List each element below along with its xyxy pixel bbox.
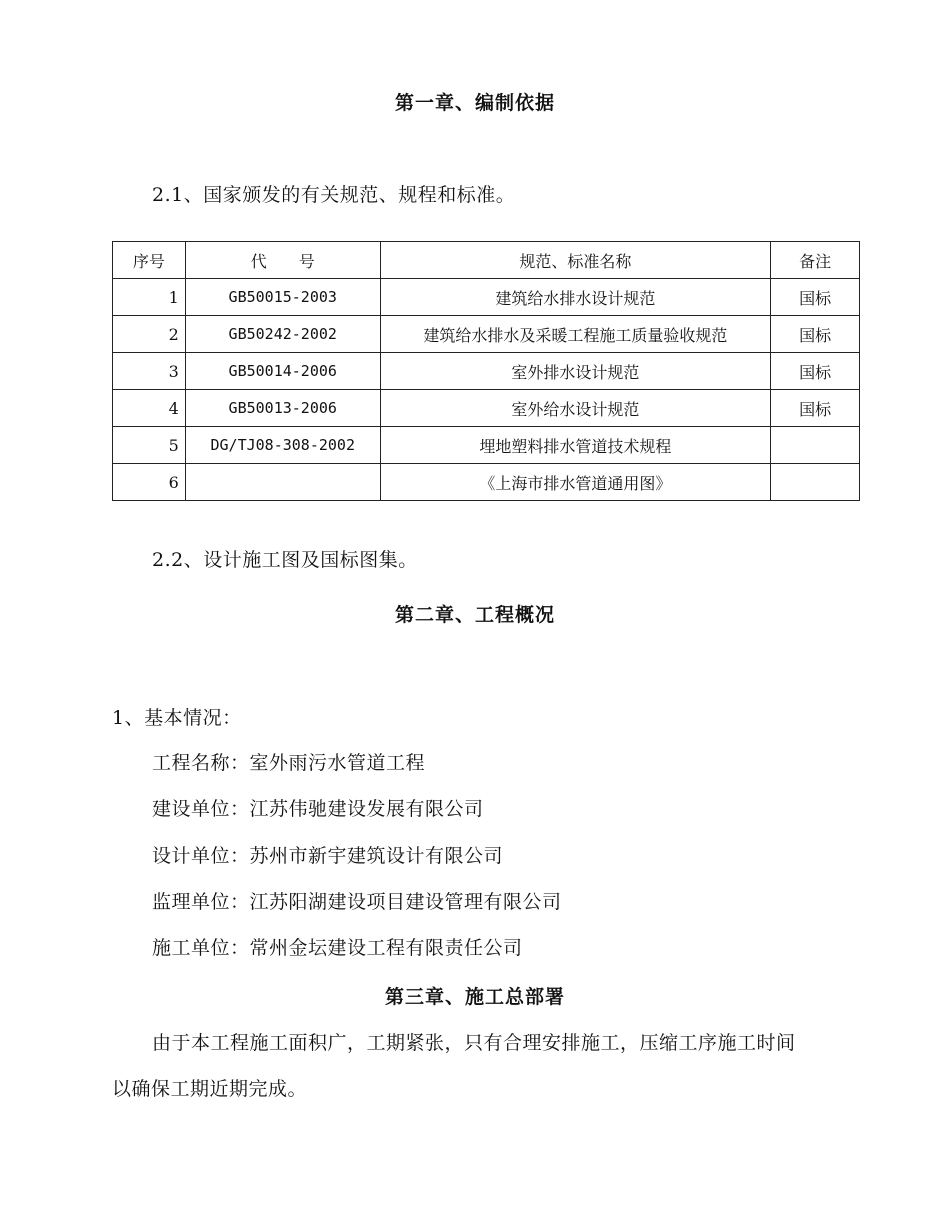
row-name: 室外排水设计规范 bbox=[380, 353, 771, 390]
row-index: 3 bbox=[113, 353, 186, 390]
header-name: 规范、标准名称 bbox=[380, 242, 771, 279]
chapter-3-paragraph-line-2: 以确保工期近期完成。 bbox=[112, 1078, 308, 1100]
row-code: GB50015-2003 bbox=[185, 279, 380, 316]
row-index: 4 bbox=[113, 390, 186, 427]
chapter-3-paragraph-line-1: 由于本工程施工面积广，工期紧张，只有合理安排施工，压缩工序施工时间 bbox=[152, 1032, 796, 1054]
row-name: 《上海市排水管道通用图》 bbox=[380, 464, 771, 501]
row-code: DG/TJ08-308-2002 bbox=[185, 427, 380, 464]
row-code: GB50013-2006 bbox=[185, 390, 380, 427]
chapter-2-title: 第二章、工程概况 bbox=[394, 604, 555, 626]
table-header-row bbox=[113, 242, 860, 279]
table-row bbox=[113, 464, 860, 501]
info-contractor bbox=[152, 933, 523, 960]
info-value: 室外雨污水管道工程 bbox=[249, 752, 426, 774]
row-remark: 国标 bbox=[771, 353, 860, 390]
row-code: GB50014-2006 bbox=[185, 353, 380, 390]
standards-table bbox=[112, 241, 860, 501]
row-remark: 国标 bbox=[771, 390, 860, 427]
row-code bbox=[185, 464, 380, 501]
row-index: 1 bbox=[113, 279, 186, 316]
table-row bbox=[113, 427, 860, 464]
info-label: 工程名称： bbox=[152, 752, 250, 774]
info-owner bbox=[152, 794, 484, 821]
row-name: 建筑给水排水设计规范 bbox=[380, 279, 771, 316]
row-name: 埋地塑料排水管道技术规程 bbox=[380, 427, 771, 464]
table-row bbox=[113, 390, 860, 427]
table-row bbox=[113, 316, 860, 353]
section-2-2-heading: 2.2、设计施工图及国标图集。 bbox=[152, 549, 418, 571]
row-index: 2 bbox=[113, 316, 186, 353]
row-index: 5 bbox=[113, 427, 186, 464]
header-remark: 备注 bbox=[771, 242, 860, 279]
table-row bbox=[113, 353, 860, 390]
info-label: 建设单位： bbox=[152, 798, 250, 820]
row-name: 室外给水设计规范 bbox=[380, 390, 771, 427]
row-remark: 国标 bbox=[771, 316, 860, 353]
info-label: 监理单位： bbox=[152, 891, 250, 913]
row-remark: 国标 bbox=[771, 279, 860, 316]
row-code: GB50242-2002 bbox=[185, 316, 380, 353]
info-value: 江苏伟驰建设发展有限公司 bbox=[249, 798, 484, 820]
info-label: 施工单位： bbox=[152, 937, 250, 959]
header-code: 代 号 bbox=[185, 242, 380, 279]
section-2-1-heading: 2.1、国家颁发的有关规范、规程和标准。 bbox=[152, 184, 516, 206]
info-project-name bbox=[152, 748, 425, 775]
chapter-3-title: 第三章、施工总部署 bbox=[384, 986, 565, 1008]
row-remark bbox=[771, 464, 860, 501]
info-designer bbox=[152, 841, 503, 868]
row-remark bbox=[771, 427, 860, 464]
info-label: 设计单位： bbox=[152, 845, 250, 867]
info-supervisor bbox=[152, 887, 562, 914]
row-name: 建筑给水排水及采暖工程施工质量验收规范 bbox=[380, 316, 771, 353]
info-value: 常州金坛建设工程有限责任公司 bbox=[249, 937, 523, 959]
info-value: 苏州市新宇建筑设计有限公司 bbox=[249, 845, 504, 867]
table-row bbox=[113, 279, 860, 316]
row-index: 6 bbox=[113, 464, 186, 501]
chapter-1-title: 第一章、编制依据 bbox=[394, 92, 555, 114]
header-index: 序号 bbox=[113, 242, 186, 279]
basic-info-heading: 1、基本情况： bbox=[112, 707, 242, 729]
info-value: 江苏阳湖建设项目建设管理有限公司 bbox=[249, 891, 562, 913]
